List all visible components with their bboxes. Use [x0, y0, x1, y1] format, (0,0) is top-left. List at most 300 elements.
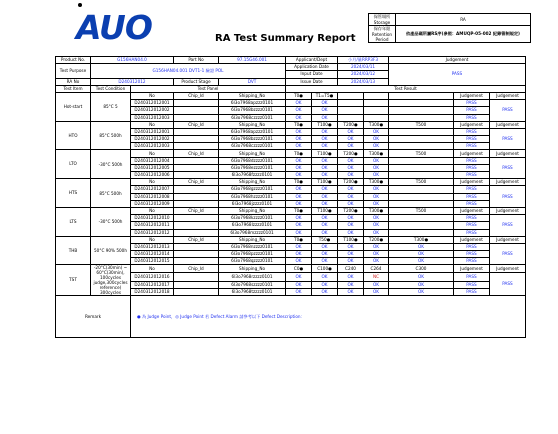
judgement-header: Judgement: [454, 179, 490, 186]
shipping-no: 6I3o7968bzzzz0101: [219, 107, 286, 114]
checkpoint-result: OK: [338, 186, 364, 193]
checkpoint-result: OK: [286, 157, 312, 164]
checkpoint-result: OK: [338, 143, 364, 150]
col-test-result: Test Result: [286, 85, 526, 92]
retention-label: 保存年限 Retention Period: [369, 26, 396, 43]
checkpoint-result: OK: [286, 215, 312, 222]
row-judgement: PASS: [454, 172, 490, 179]
checkpoint-header: T0●: [286, 150, 312, 157]
checkpoint-result: [364, 114, 389, 121]
issue-date-value: 2024/03/13: [338, 78, 389, 85]
checkpoint-result: OK: [286, 193, 312, 200]
row-judgement: PASS: [454, 258, 490, 265]
checkpoint-header: T100●: [312, 121, 338, 128]
checkpoint-header: T300●: [364, 179, 389, 186]
checkpoint-header: C100●: [312, 265, 338, 272]
no-header: No: [131, 92, 174, 99]
checkpoint-result: OK: [389, 289, 454, 296]
checkpoint-header: T500: [389, 207, 454, 214]
shipping-no: 6I3o7968qzzzz0101: [219, 258, 286, 265]
chip-id: [174, 282, 219, 289]
storage-info-table: [368, 13, 531, 43]
checkpoint-header: T1=T5●: [312, 92, 338, 99]
checkpoint-header: C264: [364, 265, 389, 272]
shipping-no: 6I3o7968apzzz0101: [219, 128, 286, 135]
checkpoint-result: OK: [312, 251, 338, 258]
checkpoint-header: T100●: [312, 207, 338, 214]
chip-id-header: Chip_Id: [174, 92, 219, 99]
checkpoint-result: OK: [286, 114, 312, 121]
checkpoint-result: OK: [338, 251, 364, 258]
shipping-no: 6I3o7968czzzz0101: [219, 114, 286, 121]
checkpoint-result: [389, 157, 454, 164]
checkpoint-result: OK: [364, 289, 389, 296]
row-judgement: PASS: [454, 215, 490, 222]
chip-id-header: Chip_Id: [174, 179, 219, 186]
checkpoint-result: OK: [286, 222, 312, 229]
checkpoint-result: OK: [364, 136, 389, 143]
panel-no: D240312012017: [131, 282, 174, 289]
checkpoint-result: OK: [312, 243, 338, 250]
test-item-name: LTO: [56, 150, 91, 179]
checkpoint-result: OK: [312, 215, 338, 222]
checkpoint-result: [389, 229, 454, 236]
test-item-name: Hot-start: [56, 92, 91, 121]
ra-no-value: D240312012: [91, 78, 174, 85]
checkpoint-result: OK: [312, 186, 338, 193]
checkpoint-result: OK: [389, 272, 454, 281]
chip-id: [174, 128, 219, 135]
chip-id: [174, 114, 219, 121]
checkpoint-result: OK: [286, 272, 312, 281]
no-header: No: [131, 150, 174, 157]
section-judgement: PASS: [490, 243, 526, 265]
section-header-row: [56, 92, 526, 99]
chip-id: [174, 186, 219, 193]
ra-no-label: RA No: [56, 78, 91, 85]
section-header-row: [56, 121, 526, 128]
checkpoint-result: [338, 100, 364, 107]
judgement-header: Judgement: [490, 150, 526, 157]
row-judgement: PASS: [454, 282, 490, 289]
checkpoint-result: OK: [312, 136, 338, 143]
judgement-header: Judgement: [454, 92, 490, 99]
checkpoint-result: [389, 193, 454, 200]
checkpoint-result: OK: [389, 282, 454, 289]
chip-id: [174, 289, 219, 296]
row-judgement: PASS: [454, 200, 490, 207]
checkpoint-result: OK: [286, 243, 312, 250]
no-header: No: [131, 207, 174, 214]
section-judgement: PASS: [490, 186, 526, 208]
shipping-no: 6I3o7968gzzzz0101: [219, 186, 286, 193]
test-condition: -20°C(30min) ~ 60°C(30min), 100cycles judge,300cycles reference) 300cycles: [91, 265, 131, 296]
panel-no: D240312012004: [131, 157, 174, 164]
part-no-label: Part No: [174, 57, 219, 64]
judgement-header: Judgement: [454, 150, 490, 157]
chip-id: [174, 172, 219, 179]
checkpoint-result: OK: [312, 258, 338, 265]
checkpoint-result: OK: [286, 128, 312, 135]
test-condition: -30°C 500h: [91, 150, 131, 179]
checkpoint-header: T200●: [338, 207, 364, 214]
checkpoint-header: T300●: [389, 236, 454, 243]
part-no-value: 97.15G46.001: [219, 57, 286, 64]
panel-no: D240312012013: [131, 243, 174, 250]
panel-no: D240312012007: [131, 186, 174, 193]
test-item-name: HTO: [56, 121, 91, 150]
checkpoint-result: OK: [338, 222, 364, 229]
checkpoint-result: OK: [312, 100, 338, 107]
checkpoint-result: OK: [286, 100, 312, 107]
row-judgement: PASS: [454, 193, 490, 200]
row-judgement: PASS: [454, 289, 490, 296]
checkpoint-result: OK: [312, 200, 338, 207]
test-condition: 85°C 500h: [91, 121, 131, 150]
checkpoint-result: OK: [364, 215, 389, 222]
checkpoint-result: OK: [312, 164, 338, 171]
shipping-no: 6I3o7968nzzzz0101: [219, 243, 286, 250]
chip-id: [174, 100, 219, 107]
checkpoint-result: OK: [312, 193, 338, 200]
checkpoint-header: T0●: [286, 179, 312, 186]
shipping-no: 6I3o7968tzzzz0101: [219, 289, 286, 296]
checkpoint-result: OK: [286, 282, 312, 289]
issue-date-label: Issue Date: [286, 78, 338, 85]
checkpoint-header: T200●: [338, 121, 364, 128]
chip-id: [174, 164, 219, 171]
section-header-row: [56, 150, 526, 157]
checkpoint-result: OK: [364, 143, 389, 150]
checkpoint-result: [389, 172, 454, 179]
test-item-name: LTS: [56, 207, 91, 236]
chip-id: [174, 215, 219, 222]
checkpoint-result: OK: [364, 128, 389, 135]
checkpoint-result: [389, 215, 454, 222]
storage-label: 保管場所 Storage: [369, 14, 396, 26]
remark-text: ● 為 Judge Point，◎ Judge Point 若 Defect Alarm 請參考以下 Defect Description：: [131, 296, 526, 338]
no-header: No: [131, 179, 174, 186]
row-judgement: PASS: [454, 164, 490, 171]
checkpoint-result: OK: [338, 272, 364, 281]
panel-no: D240312012002: [131, 136, 174, 143]
panel-no: D240312012001: [131, 128, 174, 135]
checkpoint-result: [389, 200, 454, 207]
shipping-no: 6I3o7968rzzzz0101: [219, 272, 286, 281]
chip-id: [174, 258, 219, 265]
checkpoint-header: C240: [338, 265, 364, 272]
checkpoint-result: OK: [338, 172, 364, 179]
test-item-name: HTS: [56, 179, 91, 208]
checkpoint-header: C0●: [286, 265, 312, 272]
checkpoint-result: OK: [364, 172, 389, 179]
shipping-no-header: Shipping_No: [219, 236, 286, 243]
judgement-header: Judgement: [490, 207, 526, 214]
shipping-no: 6I3o7968lzzzz0101: [219, 222, 286, 229]
checkpoint-result: OK: [364, 186, 389, 193]
checkpoint-result: OK: [312, 229, 338, 236]
judgement-header: Judgement: [490, 121, 526, 128]
chip-id: [174, 243, 219, 250]
chip-id-header: Chip_Id: [174, 150, 219, 157]
shipping-no: 6I3o7968fzzzz0101: [219, 172, 286, 179]
checkpoint-result: OK: [286, 107, 312, 114]
section-header-row: [56, 236, 526, 243]
judgement-header: Judgement: [454, 121, 490, 128]
checkpoint-result: [338, 107, 364, 114]
chip-id-header: Chip_Id: [174, 121, 219, 128]
checkpoint-result: OK: [286, 136, 312, 143]
applicant-label: Applicant/Dept: [286, 57, 338, 64]
checkpoint-header: C300: [389, 265, 454, 272]
overall-judgement: PASS: [389, 64, 526, 86]
checkpoint-header: T0●: [286, 121, 312, 128]
checkpoint-result: OK: [312, 107, 338, 114]
purpose-label: Test Purpose: [56, 64, 91, 78]
checkpoint-header: [389, 92, 454, 99]
checkpoint-result: OK: [312, 172, 338, 179]
shipping-no: 6I3o7968bzzzz0101: [219, 136, 286, 143]
checkpoint-result: OK: [338, 136, 364, 143]
chip-id: [174, 193, 219, 200]
row-judgement: PASS: [454, 157, 490, 164]
shipping-no-header: Shipping_No: [219, 121, 286, 128]
checkpoint-header: T200●: [338, 150, 364, 157]
panel-no: D240312012001: [131, 100, 174, 107]
checkpoint-result: [389, 186, 454, 193]
checkpoint-result: OK: [364, 193, 389, 200]
checkpoint-result: OK: [338, 193, 364, 200]
checkpoint-result: [389, 164, 454, 171]
report-title: RA Test Summary Report: [215, 33, 356, 44]
shipping-no: 6I3o7968apzzz0101: [219, 100, 286, 107]
chip-id: [174, 157, 219, 164]
checkpoint-result: [338, 114, 364, 121]
product-no-label: Product No.: [56, 57, 91, 64]
chip-id-header: Chip_Id: [174, 207, 219, 214]
section-judgement: PASS: [490, 157, 526, 179]
checkpoint-header: T0●: [286, 92, 312, 99]
test-item-name: THB: [56, 236, 91, 265]
checkpoint-result: OK: [312, 114, 338, 121]
checkpoint-result: OK: [286, 258, 312, 265]
checkpoint-header: T100●: [338, 236, 364, 243]
test-condition: 85°C 5: [91, 92, 131, 121]
checkpoint-result: OK: [312, 222, 338, 229]
purpose-value: G156HAN04.001 DVT1-1 驗證 POL: [91, 64, 286, 78]
shipping-no: 6I3o7968szzzz0101: [219, 282, 286, 289]
checkpoint-header: [364, 92, 389, 99]
checkpoint-result: OK: [389, 258, 454, 265]
row-judgement: PASS: [454, 128, 490, 135]
checkpoint-result: [389, 114, 454, 121]
judgement-header: Judgement: [454, 207, 490, 214]
chip-id: [174, 251, 219, 258]
checkpoint-result: OK: [338, 215, 364, 222]
checkpoint-result: OK: [312, 128, 338, 135]
checkpoint-header: T300●: [364, 150, 389, 157]
section-judgement: PASS: [490, 215, 526, 237]
checkpoint-header: [338, 92, 364, 99]
stage-value: DVT: [219, 78, 286, 85]
section-header-row: [56, 207, 526, 214]
checkpoint-header: T300●: [364, 207, 389, 214]
panel-no: D240312012012: [131, 229, 174, 236]
checkpoint-result: [389, 107, 454, 114]
row-judgement: PASS: [454, 229, 490, 236]
checkpoint-result: OK: [286, 143, 312, 150]
shipping-no-header: Shipping_No: [219, 265, 286, 272]
panel-no: D240312012002: [131, 107, 174, 114]
checkpoint-result: OK: [286, 251, 312, 258]
shipping-no: 6I3o7968pzzzz0101: [219, 251, 286, 258]
shipping-no: 6I3o7968kzzzz0101: [219, 215, 286, 222]
checkpoint-result: OK: [364, 282, 389, 289]
chip-id: [174, 136, 219, 143]
shipping-no: 6I3o7968dzzzz0101: [219, 157, 286, 164]
section-header-row: [56, 179, 526, 186]
checkpoint-result: OK: [312, 143, 338, 150]
retention-value: 依產品碼所屬RS序(參照：AMUQP-05-002 紀錄管制規定): [396, 26, 531, 43]
panel-no: D240312012015: [131, 258, 174, 265]
judgement-header: Judgement: [454, 236, 490, 243]
shipping-no: 6I3o7968hzzzz0101: [219, 193, 286, 200]
summary-table: [55, 56, 526, 338]
checkpoint-header: T500: [389, 179, 454, 186]
shipping-no-header: Shipping_No: [219, 150, 286, 157]
no-header: No: [131, 121, 174, 128]
row-judgement: PASS: [454, 107, 490, 114]
row-judgement: PASS: [454, 136, 490, 143]
col-test-item: Test Item: [56, 85, 91, 92]
col-test-panel: Test Panel: [131, 85, 286, 92]
panel-no: D240312012003: [131, 143, 174, 150]
row-judgement: PASS: [454, 243, 490, 250]
storage-value: RA: [396, 14, 531, 26]
section-judgement: PASS: [490, 272, 526, 296]
checkpoint-header: T500: [389, 121, 454, 128]
checkpoint-result: OK: [286, 200, 312, 207]
shipping-no: 6I3o7968ezzzz0101: [219, 164, 286, 171]
checkpoint-header: T100●: [312, 179, 338, 186]
panel-no: D240312012011: [131, 222, 174, 229]
checkpoint-header: T200●: [364, 236, 389, 243]
checkpoint-header: T300●: [364, 121, 389, 128]
checkpoint-header: T0●: [286, 236, 312, 243]
test-condition: 50°C 90% 500h: [91, 236, 131, 265]
checkpoint-result: OK: [338, 282, 364, 289]
checkpoint-header: T500: [389, 150, 454, 157]
checkpoint-result: [364, 107, 389, 114]
input-date-label: Input Date: [286, 71, 338, 78]
checkpoint-result: [389, 128, 454, 135]
checkpoint-result: OK: [338, 128, 364, 135]
judgement-header: Judgement: [490, 179, 526, 186]
checkpoint-result: OK: [389, 243, 454, 250]
checkpoint-result: OK: [364, 200, 389, 207]
checkpoint-result: [389, 143, 454, 150]
shipping-no: 6I3o7968mzzzz0101: [219, 229, 286, 236]
judgement-header: Judgement: [454, 265, 490, 272]
test-condition: -30°C 500h: [91, 207, 131, 236]
applicant-value: 小月/量RRP3F3: [338, 57, 389, 64]
checkpoint-result: OK: [338, 243, 364, 250]
checkpoint-result: [389, 222, 454, 229]
checkpoint-result: OK: [364, 164, 389, 171]
row-judgement: PASS: [454, 272, 490, 281]
checkpoint-result: OK: [364, 251, 389, 258]
checkpoint-result: OK: [338, 229, 364, 236]
checkpoint-result: OK: [286, 186, 312, 193]
checkpoint-result: OK: [338, 164, 364, 171]
shipping-no-header: Shipping_No: [219, 179, 286, 186]
checkpoint-result: NC: [364, 272, 389, 281]
judgement-label: Judgement: [389, 57, 526, 64]
checkpoint-result: OK: [286, 164, 312, 171]
col-test-condition: Test Condition: [91, 85, 131, 92]
chip-id: [174, 107, 219, 114]
checkpoint-result: OK: [364, 229, 389, 236]
row-judgement: PASS: [454, 114, 490, 121]
panel-no: D240312012014: [131, 251, 174, 258]
panel-no: D240312012005: [131, 164, 174, 171]
shipping-no-header: Shipping_No: [219, 207, 286, 214]
row-judgement: PASS: [454, 100, 490, 107]
panel-no: D240312012018: [131, 289, 174, 296]
checkpoint-result: OK: [364, 222, 389, 229]
checkpoint-header: T50●: [312, 236, 338, 243]
checkpoint-result: OK: [338, 157, 364, 164]
section-judgement: PASS: [490, 100, 526, 122]
panel-no: D240312012016: [131, 272, 174, 281]
no-header: No: [131, 265, 174, 272]
panel-no: D240312012009: [131, 200, 174, 207]
chip-id: [174, 143, 219, 150]
panel-no: D240312012008: [131, 193, 174, 200]
shipping-no: 6I3o7968jzzzz0101: [219, 200, 286, 207]
judgement-header: Judgement: [490, 92, 526, 99]
checkpoint-result: OK: [312, 282, 338, 289]
checkpoint-result: OK: [312, 289, 338, 296]
judgement-header: Judgement: [490, 236, 526, 243]
chip-id: [174, 200, 219, 207]
panel-no: D240312012006: [131, 172, 174, 179]
product-no-value: G156HAN04.0: [91, 57, 174, 64]
bullet-dot: [78, 3, 82, 7]
chip-id-header: Chip_Id: [174, 236, 219, 243]
test-item-name: TST: [56, 265, 91, 296]
checkpoint-result: [389, 100, 454, 107]
judgement-header: Judgement: [490, 265, 526, 272]
panel-no: D240312012010: [131, 215, 174, 222]
checkpoint-result: OK: [286, 289, 312, 296]
row-judgement: PASS: [454, 143, 490, 150]
chip-id-header: Chip_Id: [174, 265, 219, 272]
checkpoint-result: OK: [338, 258, 364, 265]
chip-id: [174, 222, 219, 229]
checkpoint-result: OK: [312, 157, 338, 164]
row-judgement: PASS: [454, 251, 490, 258]
chip-id: [174, 229, 219, 236]
section-judgement: PASS: [490, 128, 526, 150]
checkpoint-result: OK: [364, 258, 389, 265]
checkpoint-result: OK: [286, 229, 312, 236]
row-judgement: PASS: [454, 222, 490, 229]
app-date-label: Application Date: [286, 64, 338, 71]
panel-no: D240312012003: [131, 114, 174, 121]
checkpoint-result: OK: [338, 289, 364, 296]
app-date-value: 2024/03/11: [338, 64, 389, 71]
